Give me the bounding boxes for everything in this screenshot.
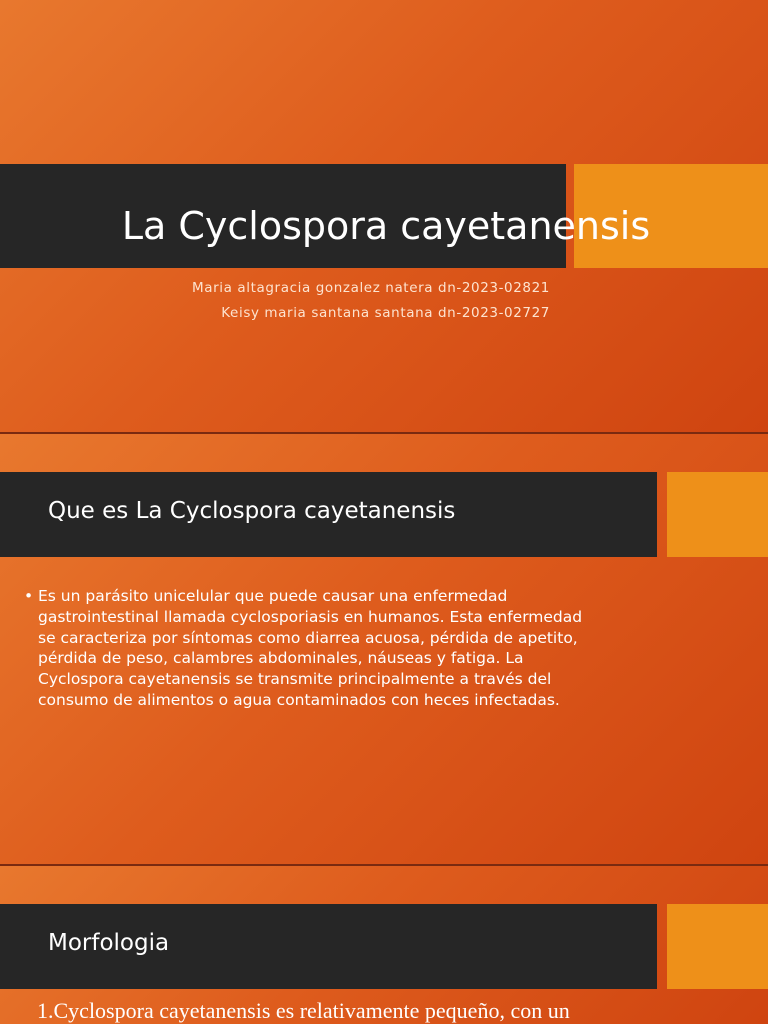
- slide-heading: Morfologia: [48, 930, 170, 956]
- slide-morphology: [0, 866, 768, 1024]
- presentation-title: La Cyclospora cayetanensis: [121, 204, 651, 248]
- heading-accent-block: [667, 904, 768, 989]
- author-line-2: Keisy maria santana santana dn-2023-02727: [221, 305, 550, 321]
- bullet-text: Es un parásito unicelular que puede causar una enfermedad gastrointestinal llamada cyclosporiasis en humanos. Esta enfermedad se caracteriza por síntomas como diarrea acuosa, pérdida de apetito, pérdida de peso, calambres abdominales, náuseas y fatiga. La Cyclospora cayetanensis se transmite principalmente a través del consumo de alimentos o agua contaminados con heces infectadas.: [38, 587, 583, 709]
- body-text: 1.Cyclospora cayetanensis es relativamente pequeño, con un: [37, 998, 570, 1023]
- bullet-icon: •: [24, 587, 34, 605]
- author-line-1: Maria altagracia gonzalez natera dn-2023-02821: [192, 280, 550, 296]
- bullet-list-item: [24, 586, 584, 711]
- slide-definition: [0, 434, 768, 864]
- slide-title: [0, 0, 768, 432]
- heading-accent-block: [667, 472, 768, 557]
- slide-heading: Que es La Cyclospora cayetanensis: [48, 498, 456, 524]
